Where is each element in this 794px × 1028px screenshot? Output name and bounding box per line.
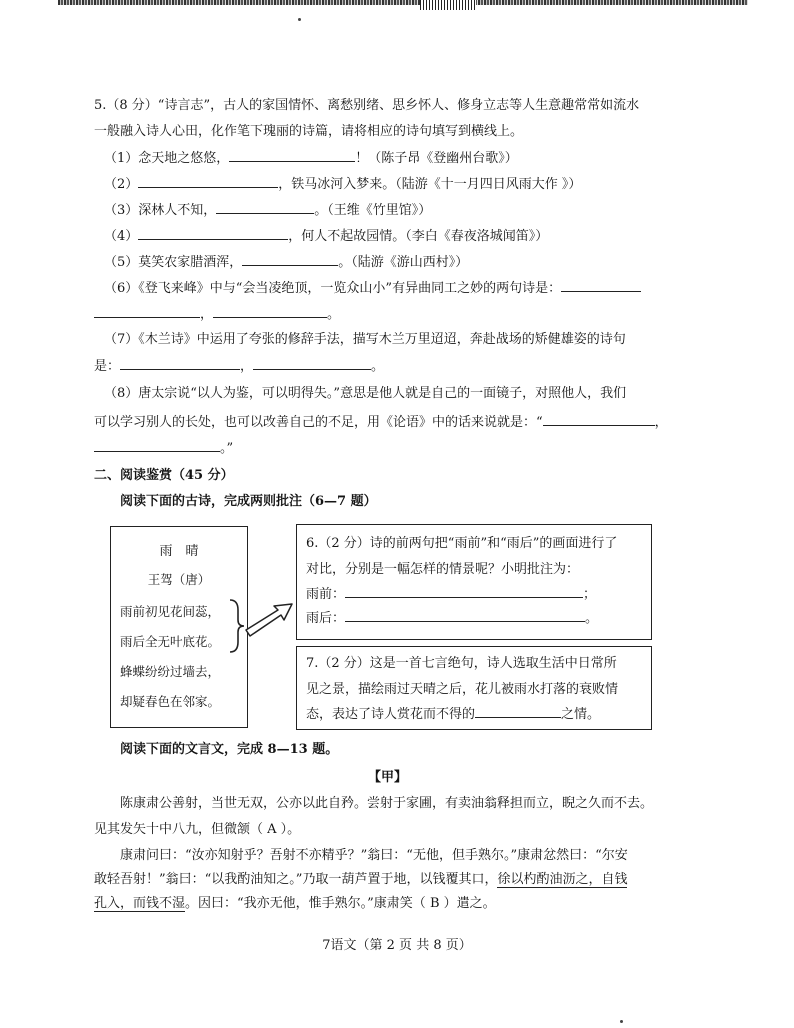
q5-intro-line1: 5.（8 分）“诗言志”，古人的家国情怀、离愁别绪、思乡怀人、修身立志等人生意趣常常如流水 (94, 98, 640, 113)
q5-item-2 (104, 176, 581, 193)
answer-blank[interactable] (253, 358, 371, 370)
answer-blank[interactable] (229, 150, 355, 162)
q5-item-8-text: 可以学习别人的长处，也可以改善自己的不足，用《论语》中的话来说就是：“ (94, 415, 543, 430)
answer-blank[interactable] (242, 254, 338, 266)
passage-underlined-1: 徐以杓酌油沥之，自钱 (497, 872, 628, 887)
q5-item-7-comma: ， (240, 359, 254, 374)
scan-speck (298, 18, 301, 21)
answer-blank[interactable] (543, 414, 655, 426)
q7-text-1: 7.（2 分）这是一首七言绝句，诗人选取生活中日常所 (306, 656, 617, 671)
passage-line-4 (94, 872, 627, 888)
q5-item-7-period: 。 (371, 359, 385, 374)
q5-item-2-source: ，铁马冰河入梦来。（陆游《十一月四日风雨大作 》） (278, 177, 582, 192)
q5-item-2-prefix: （2） (104, 177, 139, 192)
scan-speck (620, 1020, 623, 1023)
passage-line-4-text: 敢轻吾射！”翁曰：“以我酌油知之。”乃取一葫芦置于地，以钱覆其口， (94, 872, 498, 887)
q7-text-3-suffix: 之情。 (561, 707, 601, 722)
poem-line-2: 雨后全无叶底花。 (120, 634, 221, 649)
q5-item-7-continued (94, 358, 384, 375)
answer-blank[interactable] (138, 228, 288, 240)
q5-item-8-end: 。” (220, 441, 234, 456)
scan-artifact-mark (420, 0, 476, 10)
passage-line-2: 见其发矢十中八九，但微颔（ A ）。 (94, 822, 301, 837)
passage-underlined-2: 孔入，而钱不湿 (94, 896, 186, 911)
answer-blank[interactable] (216, 202, 314, 214)
poem-title: 雨 晴 (159, 544, 199, 559)
answer-blank[interactable] (345, 586, 583, 598)
section-2-title: 二、阅读鉴赏（45 分） (94, 468, 234, 483)
q6-before-label: 雨前： (306, 587, 346, 602)
q5-item-1-source: ！（陈子昂《登幽州台歌》） (355, 151, 518, 166)
passage-line-1: 陈康肃公善射，当世无双，公亦以此自矜。尝射于家圃，有卖油翁释担而立，睨之久而不去。 (120, 796, 654, 811)
page-footer: 7语文（第 2 页 共 8 页） (322, 938, 472, 953)
answer-blank[interactable] (120, 358, 240, 370)
q5-item-6-continued (94, 306, 340, 323)
q6-before-end: ； (583, 587, 597, 602)
q5-item-1 (104, 150, 518, 167)
q6-text-2: 对比，分别是一幅怎样的情景呢？小明批注为： (306, 562, 580, 577)
q5-item-3-prefix: （3）深林人不知， (104, 203, 217, 218)
q5-item-4 (104, 228, 548, 245)
q5-item-3 (104, 202, 431, 219)
q5-intro-line2: 一般融入诗人心田，化作笔下瑰丽的诗篇，请将相应的诗句填写到横线上。 (94, 124, 524, 139)
passage-line-5-text: 。因曰：“我亦无他，惟手熟尔。”康肃笑（ B ）遣之。 (185, 896, 496, 911)
q5-item-3-source: 。（王维《竹里馆》） (314, 203, 432, 218)
q5-item-8-continued (94, 414, 668, 431)
classical-instruction: 阅读下面的文言文，完成 8—13 题。 (120, 742, 339, 757)
passage-line-5 (94, 896, 496, 912)
q6-before-rain (306, 586, 596, 603)
poem-author: 王驾（唐） (147, 572, 211, 587)
answer-blank[interactable] (138, 176, 278, 188)
q5-item-4-prefix: （4） (104, 229, 139, 244)
poem-line-3: 蜂蝶纷纷过墙去， (120, 664, 221, 679)
q6-after-label: 雨后： (306, 611, 346, 626)
q7-text-2: 见之景，描绘雨过天晴之后，花儿被雨水打落的衰败情 (306, 682, 619, 697)
q5-item-7: （7）《木兰诗》中运用了夸张的修辞手法，描写木兰万里迢迢，奔赴战场的矫健雄姿的诗句 (104, 332, 626, 347)
q5-item-8-comma: ， (654, 415, 668, 430)
q5-item-8-final (94, 440, 233, 457)
poem-line-4: 却疑春色在邻家。 (120, 694, 221, 709)
q5-item-4-source: ，何人不起故园情。（李白《春夜洛城闻笛》） (288, 229, 549, 244)
q6-after-end: 。 (585, 611, 599, 626)
q5-item-7-label: 是： (94, 359, 121, 374)
scan-artifact-top (58, 0, 748, 5)
q6-text-1: 6.（2 分）诗的前两句把“雨前”和“雨后”的画面进行了 (306, 536, 618, 551)
section-2-instruction: 阅读下面的古诗，完成两则批注（6—7 题） (120, 494, 377, 509)
answer-blank[interactable] (561, 280, 641, 292)
passage-label-jia: 【甲】 (368, 770, 408, 785)
q5-item-6-period: 。 (327, 307, 341, 322)
q7-text-3-prefix: 态，表达了诗人赏花而不得的 (306, 707, 476, 722)
answer-blank[interactable] (213, 306, 327, 318)
q5-item-6 (104, 280, 641, 297)
answer-blank[interactable] (94, 306, 200, 318)
q5-item-5 (104, 254, 468, 271)
q5-item-6-text: （6）《登飞来峰》中与“会当凌绝顶，一览众山小”有异曲同工之妙的两句诗是： (104, 281, 562, 296)
q5-item-6-comma: ， (200, 307, 214, 322)
q5-item-5-prefix: （5）莫笑农家腊酒浑， (104, 255, 243, 270)
q5-item-8: （8）唐太宗说“以人为鉴，可以明得失。”意思是他人就是自己的一面镜子，对照他人，我们 (104, 386, 627, 401)
poem-line-1: 雨前初见花间蕊， (120, 604, 221, 619)
q7-text-3 (306, 706, 600, 723)
passage-line-3: 康肃问曰：“汝亦知射乎？吾射不亦精乎？”翁曰：“无他，但手熟尔。”康肃忿然曰：“尔安 (120, 848, 628, 863)
brace-arrow-icon (226, 596, 302, 656)
answer-blank[interactable] (475, 706, 561, 718)
q5-item-5-source: 。（陆游《游山西村》） (338, 255, 469, 270)
q5-item-1-prefix: （1）念天地之悠悠， (104, 151, 230, 166)
answer-blank[interactable] (94, 440, 220, 452)
q6-after-rain (306, 610, 598, 627)
answer-blank[interactable] (345, 610, 585, 622)
